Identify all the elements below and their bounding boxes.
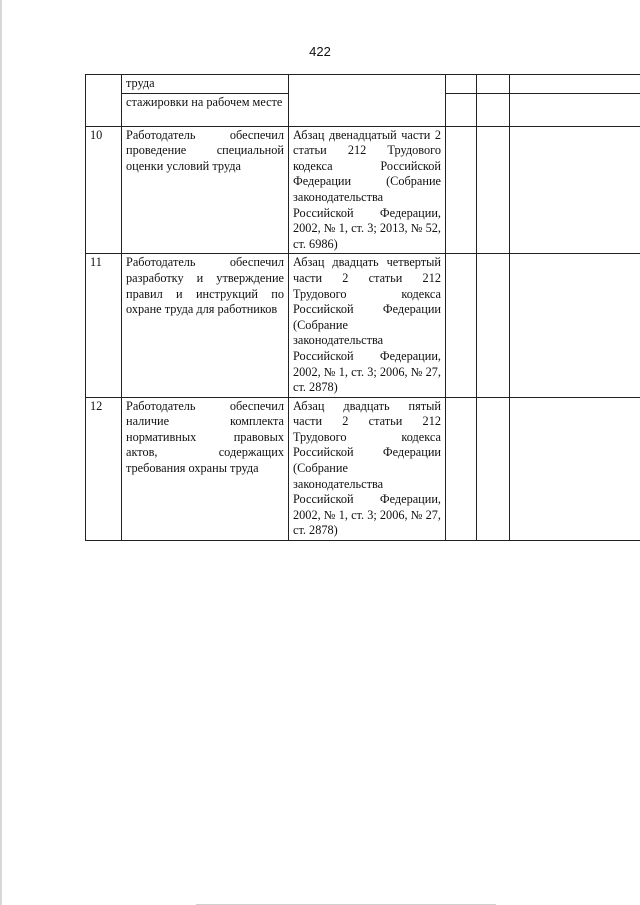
answer-na-cell: [510, 397, 640, 540]
answer-yes-cell: [446, 126, 477, 254]
checklist-table: [85, 74, 640, 541]
legal-reference: Абзац двадцать пятый части 2 статьи 212 Трудового кодекса Российской Федерации (Собрание законодательства Российской Федерации, 2002, № 1, ст. 3; 2006, № 27, ст. 2878): [289, 397, 446, 540]
answer-yes-cell: [446, 93, 477, 126]
answer-no-cell: [477, 93, 510, 126]
continuation-ref-cell: [289, 75, 446, 127]
row-number: 11: [86, 254, 122, 397]
requirement-text: Работодатель обеспечил разработку и утверждение правил и инструкций по охране труда для работников: [122, 254, 289, 397]
answer-yes-cell: [446, 254, 477, 397]
requirement-text: Работодатель обеспечил проведение специальной оценки условий труда: [122, 126, 289, 254]
answer-yes-cell: [446, 397, 477, 540]
answer-yes-cell: [446, 75, 477, 94]
row-number: 12: [86, 397, 122, 540]
continuation-line-2: стажировки на рабочем месте: [122, 93, 289, 126]
answer-na-cell: [510, 93, 640, 126]
table-row: [86, 126, 640, 254]
answer-na-cell: [510, 126, 640, 254]
table-row: [86, 397, 640, 540]
table-row: [86, 254, 640, 397]
answer-no-cell: [477, 75, 510, 94]
row-number: 10: [86, 126, 122, 254]
answer-no-cell: [477, 126, 510, 254]
continuation-line-1: труда: [122, 75, 289, 94]
legal-reference: Абзац двадцать четвертый части 2 статьи 212 Трудового кодекса Российской Федерации (Собрание законодательства Российской Федерации, 2002, № 1, ст. 3; 2006, № 27, ст. 2878): [289, 254, 446, 397]
continuation-num-cell: [86, 75, 122, 127]
answer-na-cell: [510, 254, 640, 397]
requirement-text: Работодатель обеспечил наличие комплекта нормативных правовых актов, содержащих требования охраны труда: [122, 397, 289, 540]
answer-no-cell: [477, 397, 510, 540]
continuation-row-1: [86, 75, 640, 94]
scan-edge: [0, 0, 2, 905]
legal-reference: Абзац двенадцатый части 2 статьи 212 Трудового кодекса Российской Федерации (Собрание законодательства Российской Федерации, 2002, № 1, ст. 3; 2013, № 52, ст. 6986): [289, 126, 446, 254]
answer-no-cell: [477, 254, 510, 397]
answer-na-cell: [510, 75, 640, 94]
page-number: 422: [309, 44, 331, 59]
